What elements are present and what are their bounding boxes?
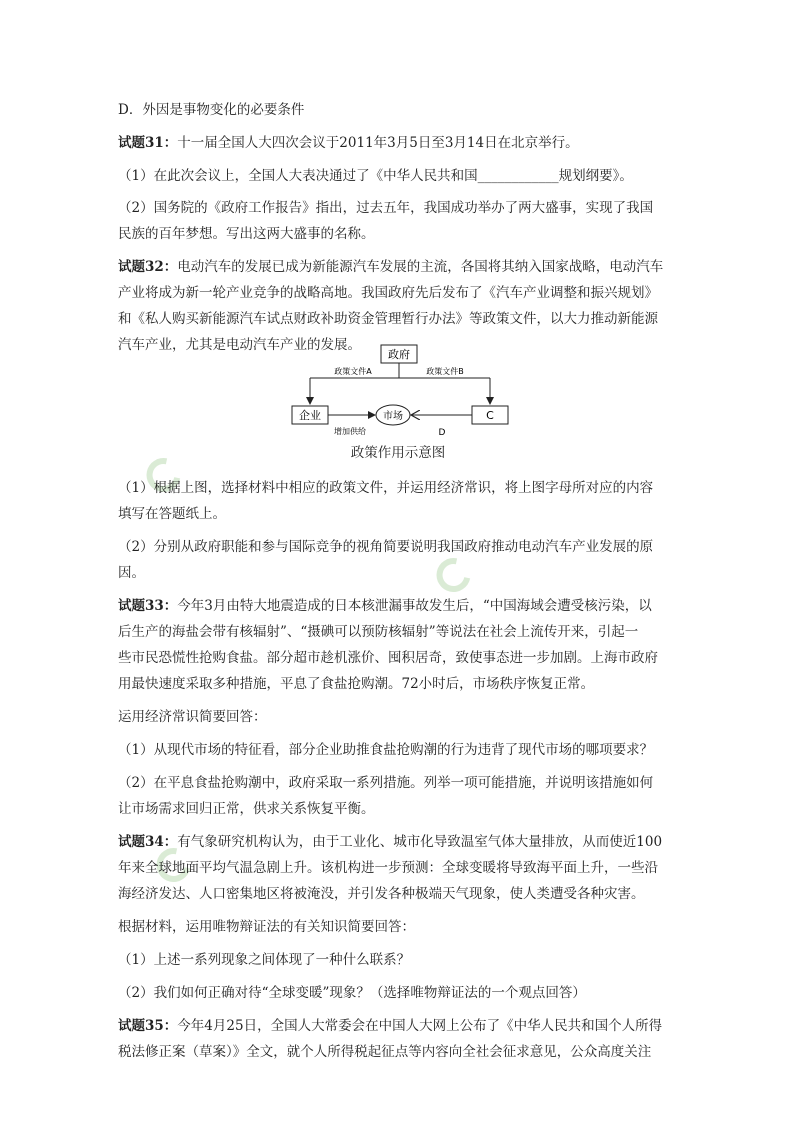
q33-part2a: （2）在平息食盐抢购潮中，政府采取一系列措施。列举一项可能措施，并说明该措施如何 [118, 775, 654, 791]
policy-a-label: 政策文件A [334, 367, 372, 376]
d-label: D [438, 428, 446, 438]
q34-line-c: 海经济发达、人口密集地区将被淹没，并引发各种极端天气现象，使人类遭受各种灾害。 [118, 886, 645, 902]
c-label: C [486, 409, 494, 422]
option-d: D．外因是事物变化的必要条件 [118, 102, 305, 118]
question-32-text: 电动汽车的发展已成为新能源汽车发展的主流，各国将其纳入国家战略，电动汽车 [177, 259, 664, 275]
question-33-label: 试题33： [118, 598, 178, 614]
q34-intro: 根据材料，运用唯物辩证法的有关知识简要回答： [118, 919, 415, 935]
question-31-text: 十一届全国人大四次会议于2011年3月5日至3月14日在北京举行。 [177, 135, 579, 151]
market-label: 市场 [383, 411, 403, 422]
q32-part2b: 因。 [118, 565, 145, 581]
enterprise-label: 企业 [299, 409, 321, 422]
question-33 [118, 593, 678, 619]
q34-part2: （2）我们如何正确对待“全球变暖”现象？（选择唯物辩证法的一个观点回答） [118, 985, 586, 1001]
question-34-text: 有气象研究机构认为，由于工业化、城市化导致温室气体大量排放，从而使近100 [177, 834, 663, 850]
q33-line-c: 些市民恐慌性抢购食盐。部分超市趁机涨价、囤积居奇，致使事态进一步加剧。上海市政府 [118, 650, 658, 666]
q31-part2b: 民族的百年梦想。写出这两大盛事的名称。 [118, 226, 375, 242]
q33-intro: 运用经济常识简要回答： [118, 709, 267, 725]
q31-part2a: （2）国务院的《政府工作报告》指出，过去五年，我国成功举办了两大盛事，实现了我国 [118, 200, 654, 216]
q32-part2a: （2）分别从政府职能和参与国际竞争的视角简要说明我国政府推动电动汽车产业发展的原 [118, 539, 654, 555]
q32-part1a: （1）根据上图，选择材料中相应的政策文件，并运用经济常识，将上图字母所对应的内容 [118, 480, 654, 496]
q34-line-b: 年来全球地面平均气温急剧上升。该机构进一步预测：全球变暖将导致海平面上升，一些沿 [118, 860, 658, 876]
q32-line-b: 产业将成为新一轮产业竞争的战略高地。我国政府先后发布了《汽车产业调整和振兴规划》 [118, 285, 658, 301]
question-32-label: 试题32： [118, 259, 178, 275]
q35-line-b: 税法修正案（草案）》全文，就个人所得税起征点等内容向全社会征求意见，公众高度关注 [118, 1044, 652, 1060]
supply-label: 增加供给 [334, 427, 366, 436]
question-33-text: 今年3月由特大地震造成的日本核泄漏事故发生后，“中国海域会遭受核污染，以 [177, 598, 652, 614]
q34-part1: （1）上述一系列现象之间体现了一种什么联系？ [118, 952, 411, 968]
question-35-label: 试题35： [118, 1018, 178, 1034]
q31-part1: （1）在此次会议上，全国人大表决通过了《中华人民共和国____________规划纲要》。 [118, 168, 633, 184]
q33-part1: （1）从现代市场的特征看，部分企业助推食盐抢购潮的行为违背了现代市场的哪项要求？ [118, 742, 654, 758]
question-32 [118, 254, 678, 280]
policy-b-label: 政策文件B [426, 367, 464, 376]
policy-diagram [290, 340, 510, 440]
q33-line-b: 后生产的海盐会带有核辐射”、“摄碘可以预防核辐射”等说法在社会上流传开来，引起一 [118, 624, 639, 640]
question-34 [118, 829, 678, 855]
question-34-label: 试题34： [118, 834, 178, 850]
q32-part1b: 填写在答题纸上。 [118, 506, 226, 522]
q32-line-d: 汽车产业，尤其是电动汽车产业的发展。 [118, 337, 361, 353]
question-31-label: 试题31： [118, 135, 178, 151]
diagram-caption: 政策作用示意图 [350, 445, 446, 461]
question-35 [118, 1013, 678, 1039]
q33-line-d: 用最快速度采取多种措施，平息了食盐抢购潮。72小时后，市场秩序恢复正常。 [118, 676, 595, 692]
gov-label: 政府 [388, 348, 410, 361]
q33-part2b: 让市场需求回归正常，供求关系恢复平衡。 [118, 801, 375, 817]
q32-line-c: 和《私人购买新能源汽车试点财政补助资金管理暂行办法》等政策文件，以大力推动新能源 [118, 311, 658, 327]
question-31 [118, 130, 678, 156]
question-35-text: 今年4月25日，全国人大常委会在中国人大网上公布了《中华人民共和国个人所得 [177, 1018, 663, 1034]
